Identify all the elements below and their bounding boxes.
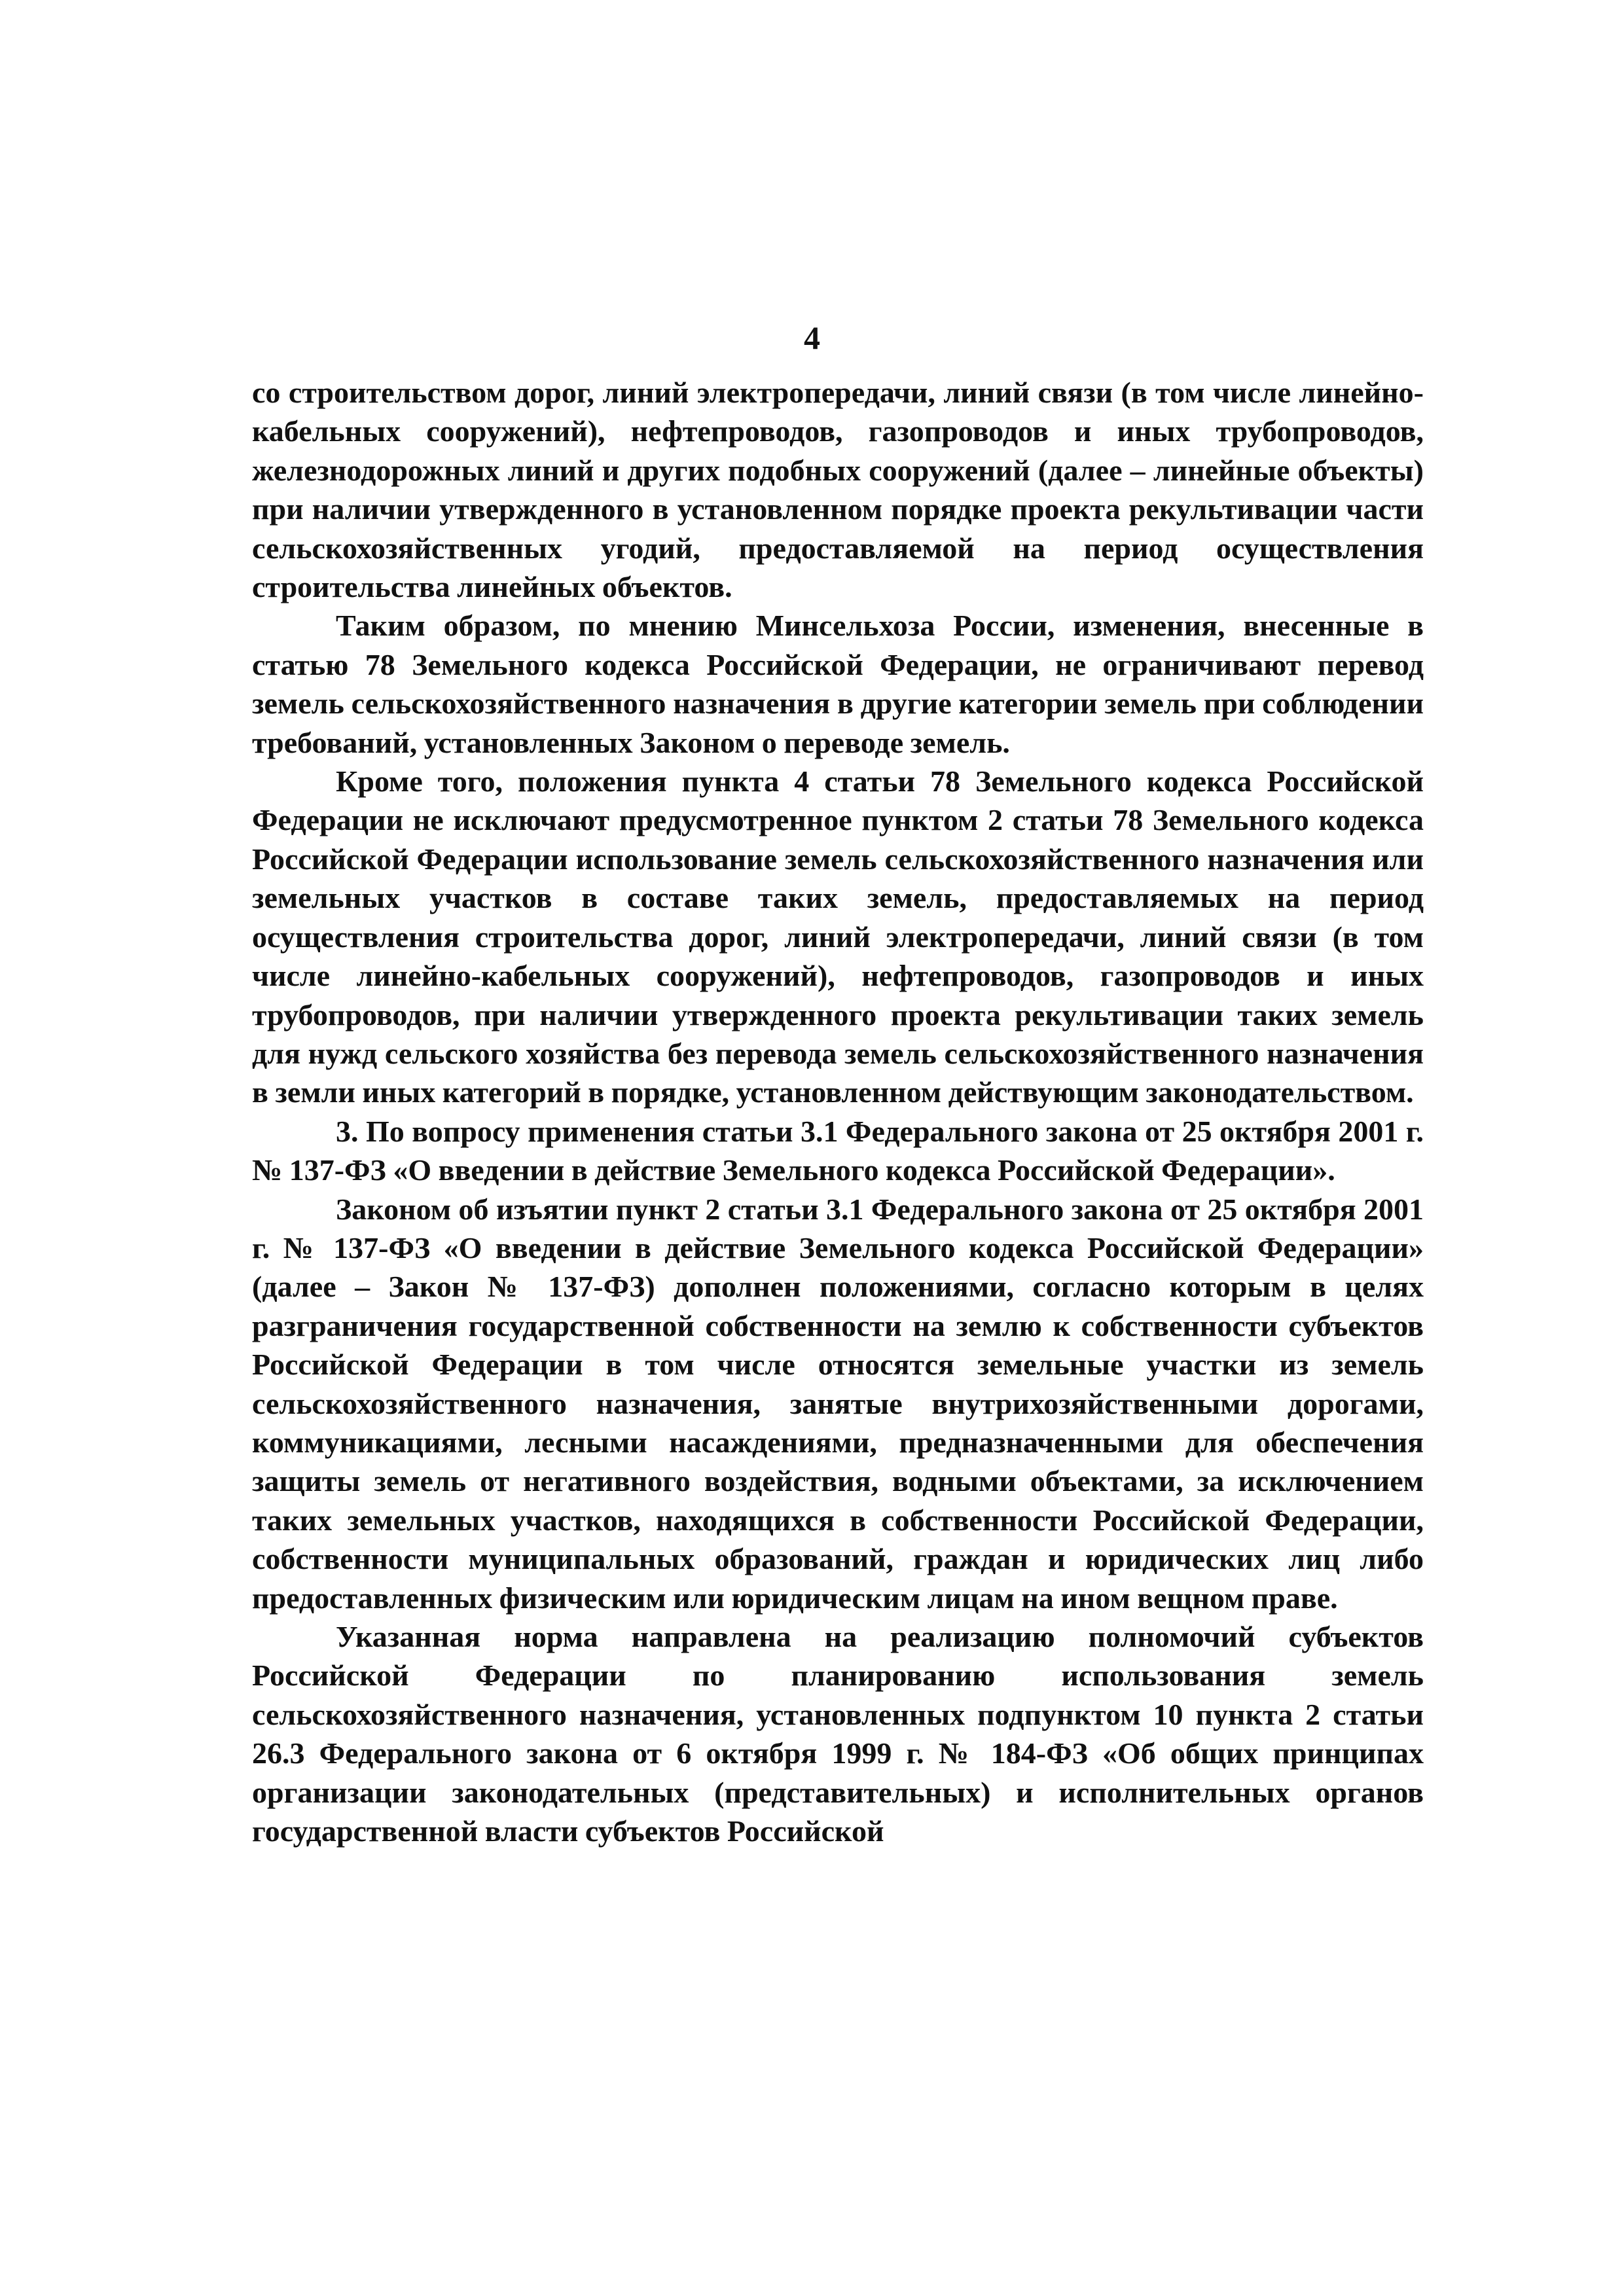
document-body — [252, 373, 1424, 1850]
paragraph-article-78-point-4: Кроме того, положения пункта 4 статьи 78 Земельного кодекса Российской Федерации не исключают предусмотренное пунктом 2 статьи 78 Земельного кодекса Российской Федерации использование земель сельскохозяйственного назначения или земельных участков в составе таких земель, предоставляемых на период осуществления строительства дорог, линий электропередачи, линий связи (в том числе линейно-кабельных сооружений), нефтепроводов, газопроводов и иных трубопроводов, при наличии утвержденного проекта рекультивации таких земель для нужд сельского хозяйства без перевода земель сельскохозяйственного назначения в земли иных категорий в порядке, установленном действующим законодательством. — [252, 764, 1424, 1109]
paragraph-linear-objects: со строительством дорог, линий электропередачи, линий связи (в том числе линейно-кабельных сооружений), нефтепроводов, газопроводов и иных трубопроводов, железнодорожных линий и других подобных сооружений (далее – линейные объекты) при наличии утвержденного в установленном порядке проекта рекультивации части сельскохозяйственных угодий, предоставляемой на период осуществления строительства линейных объектов. — [252, 376, 1424, 604]
paragraph-section-3-heading: 3. По вопросу применения статьи 3.1 Федерального закона от 25 октября 2001 г. № 137-ФЗ «О введении в действие Земельного кодекса Российской Федерации». — [252, 1114, 1424, 1187]
paragraph-minselkhoz-opinion: Таким образом, по мнению Минсельхоза России, изменения, внесенные в статью 78 Земельного кодекса Российской Федерации, не ограничивают перевод земель сельскохозяйственного назначения в другие категории земель при соблюдении требований, установленных Законом о переводе земель. — [252, 609, 1424, 759]
paragraph-law-137-fz: Законом об изъятии пункт 2 статьи 3.1 Федерального закона от 25 октября 2001 г. № 137-ФЗ «О введении в действие Земельного кодекса Российской Федерации» (далее – Закон № 137-ФЗ) дополнен положениями, согласно которым в целях разграничения государственной собственности на землю к собственности субъектов Российской Федерации в том числе относятся земельные участки из земель сельскохозяйственного назначения, занятые внутрихозяйственными дорогами, коммуникациями, лесными насаждениями, предназначенными для обеспечения защиты земель от негативного воздействия, водными объектами, за исключением таких земельных участков, находящихся в собственности Российской Федерации, собственности муниципальных образований, граждан и юридических лиц либо предоставленных физическим или юридическим лицам на ином вещном праве. — [252, 1192, 1424, 1615]
page-number: 4 — [804, 319, 820, 356]
paragraph-subjects-powers: Указанная норма направлена на реализацию полномочий субъектов Российской Федерации по планированию использования земель сельскохозяйственного назначения, установленных подпунктом 10 пункта 2 статьи 26.3 Федерального закона от 6 октября 1999 г. № 184-ФЗ «Об общих принципах организации законодательных (представительных) и исполнительных органов государственной власти субъектов Российской — [252, 1620, 1424, 1848]
